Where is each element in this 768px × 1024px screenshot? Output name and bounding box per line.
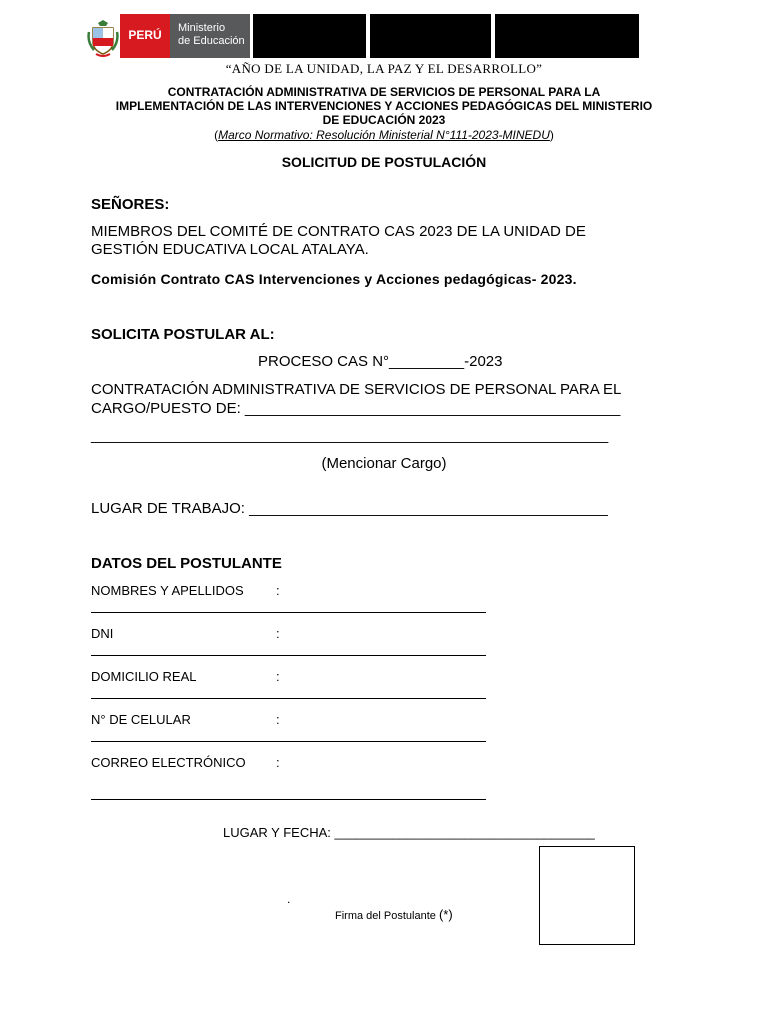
signature-dot: .: [287, 892, 291, 906]
position-field-continued[interactable]: ______________________________________________________________: [91, 427, 609, 444]
field-colon-phone: :: [276, 712, 280, 727]
redacted-block-3: [495, 14, 639, 58]
request-label: SOLICITA POSTULAR AL:: [91, 326, 275, 343]
peru-coat-of-arms-icon: [86, 14, 120, 58]
fingerprint-box[interactable]: [539, 846, 635, 945]
commission-name: Comisión Contrato CAS Intervenciones y Acciones pedagógicas- 2023.: [91, 271, 577, 287]
brand-peru-text: PERÚ: [128, 28, 162, 42]
field-colon-email: :: [276, 755, 280, 770]
legal-reference-link[interactable]: Marco Normativo: Resolución Ministerial N°111-2023-MINEDU: [218, 128, 550, 142]
addressee-line-1: MIEMBROS DEL COMITÉ DE CONTRATO CAS 2023 DE LA UNIDAD DE: [91, 223, 586, 240]
document-title: [90, 85, 678, 127]
signature-label: [335, 907, 453, 922]
signature-label-text: Firma del Postulante: [335, 910, 436, 922]
title-line-3: DE EDUCACIÓN 2023: [322, 113, 446, 127]
brand-ministry-text: [178, 22, 245, 48]
names-input-line[interactable]: [91, 612, 486, 613]
brand-ministry-line1: Ministerio: [178, 22, 226, 34]
email-input-line[interactable]: [91, 799, 486, 800]
place-date-field[interactable]: LUGAR Y FECHA: ____________________________________: [223, 825, 595, 840]
redacted-block-2: [370, 14, 491, 58]
title-line-2: IMPLEMENTACIÓN DE LAS INTERVENCIONES Y ACCIONES PEDAGÓGICAS DEL MINISTERIO: [115, 99, 653, 113]
workplace-field[interactable]: LUGAR DE TRABAJO: ___________________________________________: [91, 500, 608, 517]
field-colon-address: :: [276, 669, 280, 684]
field-label-dni: DNI: [91, 626, 114, 641]
process-number-field[interactable]: PROCESO CAS N°_________-2023: [258, 353, 503, 370]
signature-mark: (*): [438, 907, 453, 922]
year-motto: “AÑO DE LA UNIDAD, LA PAZ Y EL DESARROLLO”: [225, 61, 543, 76]
position-field[interactable]: CARGO/PUESTO DE: _____________________________________________: [91, 400, 621, 417]
title-line-1: CONTRATACIÓN ADMINISTRATIVA DE SERVICIOS DE PERSONAL PARA LA: [167, 85, 601, 99]
field-label-email: CORREO ELECTRÓNICO: [91, 755, 246, 770]
field-label-names: NOMBRES Y APELLIDOS: [91, 583, 244, 598]
addressee-line-2: GESTIÓN EDUCATIVA LOCAL ATALAYA.: [91, 241, 369, 258]
address-input-line[interactable]: [91, 698, 486, 699]
form-title: SOLICITUD DE POSTULACIÓN: [281, 154, 487, 170]
field-label-phone: N° DE CELULAR: [91, 712, 191, 727]
legal-reference-close: ): [549, 128, 554, 142]
request-line-1: CONTRATACIÓN ADMINISTRATIVA DE SERVICIOS DE PERSONAL PARA EL: [91, 381, 622, 398]
addressee-label: SEÑORES:: [91, 196, 170, 213]
legal-reference-open: (: [214, 128, 219, 142]
dni-input-line[interactable]: [91, 655, 486, 656]
legal-reference: [90, 128, 678, 142]
brand-ministry-line2: de Educación: [178, 35, 245, 47]
redacted-block-1: [253, 14, 366, 58]
field-label-address: DOMICILIO REAL: [91, 669, 197, 684]
field-colon-names: :: [276, 583, 280, 598]
applicant-section-label: DATOS DEL POSTULANTE: [91, 555, 282, 572]
position-hint: (Mencionar Cargo): [321, 455, 447, 472]
field-colon-dni: :: [276, 626, 280, 641]
phone-input-line[interactable]: [91, 741, 486, 742]
